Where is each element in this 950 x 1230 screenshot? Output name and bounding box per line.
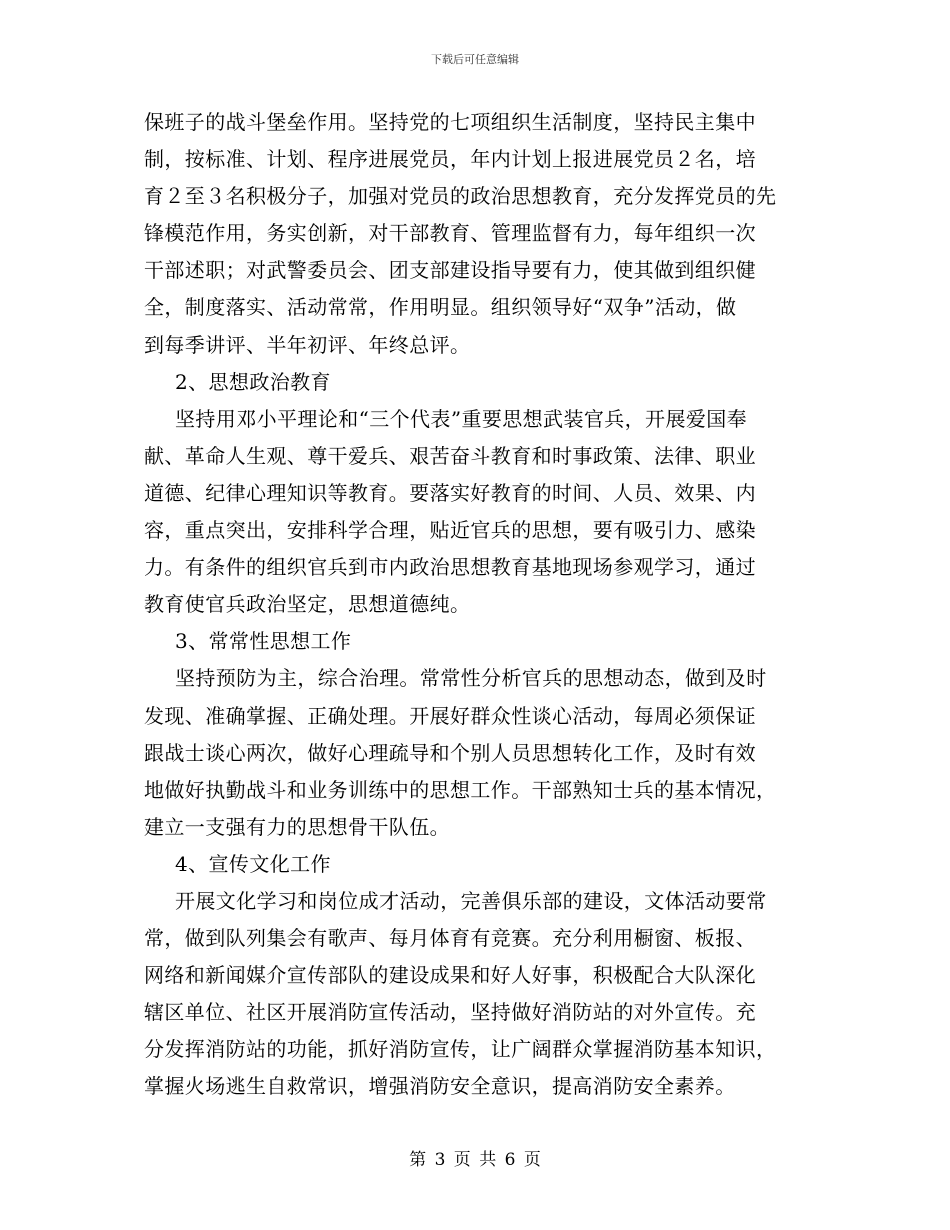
body-line: 辖区单位、社区开展消防宣传活动，坚持做好消防站的对外宣传。充 (144, 1000, 756, 1025)
body-line: 制，按标准、计划、程序进展党员，年内计划上报进展党员２名，培 (144, 147, 756, 172)
body-line: 到每季讲评、半年初评、年终总评。 (144, 332, 471, 357)
body-line: 常，做到队列集会有歌声、每月体育有竞赛。充分利用橱窗、板报、 (144, 926, 756, 951)
body-line: 容，重点突出，安排科学合理，贴近官兵的思想，要有吸引力、感染 (144, 518, 756, 543)
body-line: 教育使官兵政治坚定，思想道德纯。 (144, 592, 471, 617)
body-line: 开展文化学习和岗位成才活动，完善俱乐部的建设，文体活动要常 (175, 888, 767, 913)
body-line: 力。有条件的组织官兵到市内政治思想教育基地现场参观学习，通过 (144, 555, 756, 580)
section-heading-publicity-culture: 4、宣传文化工作 (175, 851, 331, 876)
body-line: 干部述职；对武警委员会、团支部建设指导要有力，使其做到组织健 (144, 258, 756, 283)
section-heading-ideological-education: 2、思想政治教育 (175, 369, 331, 394)
body-line: 分发挥消防站的功能，抓好消防宣传，让广阔群众掌握消防基本知识， (144, 1037, 777, 1062)
body-line: 发现、准确掌握、正确处理。开展好群众性谈心活动，每周必须保证 (144, 703, 756, 728)
body-line: 育２至３名积极分子，加强对党员的政治思想教育，充分发挥党员的先 (144, 184, 777, 209)
section-heading-regular-ideological-work: 3、常常性思想工作 (175, 629, 352, 654)
body-line: 坚持用邓小平理论和“三个代表”重要思想武装官兵，开展爱国奉 (175, 406, 748, 431)
body-line: 跟战士谈心两次，做好心理疏导和个别人员思想转化工作，及时有效 (144, 740, 756, 765)
page-header-note: 下载后可任意编辑 (431, 53, 519, 66)
body-line: 保班子的战斗堡垒作用。坚持党的七项组织生活制度，坚持民主集中 (144, 110, 756, 134)
body-line: 坚持预防为主，综合治理。常常性分析官兵的思想动态，做到及时 (175, 666, 767, 691)
page-number: 第 3 页 共 6 页 (409, 1150, 541, 1170)
body-line: 网络和新闻媒介宣传部队的建设成果和好人好事，积极配合大队深化 (144, 963, 756, 988)
body-line: 地做好执勤战斗和业务训练中的思想工作。干部熟知士兵的基本情况， (144, 777, 777, 802)
document-body (144, 104, 814, 1106)
body-line: 道德、纪律心理知识等教育。要落实好教育的时间、人员、效果、内 (144, 480, 756, 505)
body-line: 献、革命人生观、尊干爱兵、艰苦奋斗教育和时事政策、法律、职业 (144, 443, 756, 468)
body-line: 锋模范作用，务实创新，对干部教育、管理监督有力，每年组织一次 (144, 221, 756, 246)
body-line: 掌握火场逃生自救常识，增强消防安全意识，提高消防安全素养。 (144, 1074, 736, 1099)
body-line: 建立一支强有力的思想骨干队伍。 (144, 814, 450, 839)
body-line: 全，制度落实、活动常常，作用明显。组织领导好“双争”活动，做 (144, 295, 737, 320)
